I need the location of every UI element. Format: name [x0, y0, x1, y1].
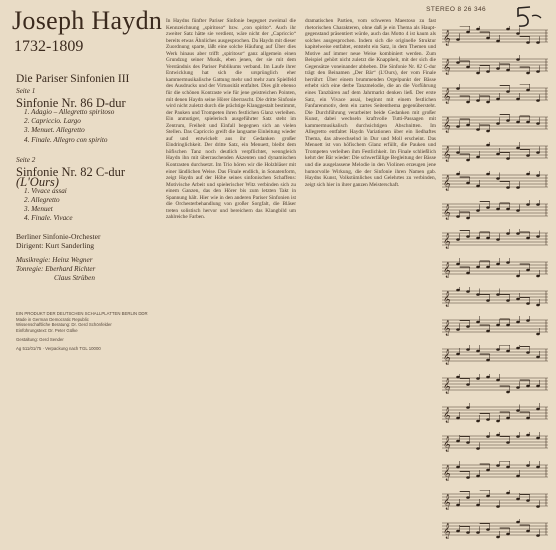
movement-item: 3. Menuet. Allegretto — [24, 126, 85, 135]
conductor-name: Dirigent: Kurt Sanderling — [16, 241, 95, 251]
movement-item: 3. Menuet — [24, 205, 53, 214]
music-staff — [442, 403, 548, 425]
music-staff — [442, 490, 548, 512]
liner-notes-paragraph: dramatischen Partien, vom schweren Maestoso zu fast rhetorischen Charakteren, ohne daß je ein Thema als Hauptgegenstand präsentiert würde, auch das Motto 4 ist kaum als solches ausgesprochen. Indem sich die originelle Struktur kapitelweise entfaltet, entsteht ein Satz, in dem Themen und Motive auf immer neue Weise kombiniert werden. Zum Beispiel gehört nicht zuletzt die Knappheit, mit der sich die Gegensätze voneinander abheben. Die Sinfonie Nr. 82 C-dur trägt den Beinamen „Der Bär“ (L'Ours), der vom Finale herrührt: Über einem brummenden Orgelpunkt der Bässe erhebt sich eine derbe Tanzmelodie, die an die Vorführung eines Tanzbären auf dem Jahrmarkt denken ließ. Der erste Satz, ein Vivace assai, beginnt mit einem festlichen Fanfarenmotiv, dem ein zartes Seitenthema gegenübersteht. Die Durchführung verarbeitet beide Gedanken mit großer Kunst, dabei wechseln kraftvolle Tutti-Passagen mit kammermusikalisch durchsichtigen Abschnitten. Im Allegretto entfaltet Haydn Variationen über ein liedhaftes Thema, das abwechselnd in Dur und Moll erscheint. Das Menuett ist von höfischem Glanz erfüllt, die Pauken und Trompeten verleihen ihm Festlichkeit. Im Finale schließlich kehrt der Bär wieder: Die schwerfällige Begleitung der Bässe und die ausgelassene Melodie in den Violinen erzeugen jene humorvolle Wirkung, die der Sinfonie ihren Namen gab. Haydns Kunst, Volkstümliches und Gelehrtes zu verbinden, zeigt sich hier in ihrer ganzen Meisterschaft. — [305, 18, 436, 188]
svg-text:𝄞: 𝄞 — [443, 292, 451, 307]
svg-text:𝄞: 𝄞 — [443, 524, 451, 539]
svg-text:𝄞: 𝄞 — [443, 495, 451, 510]
symphony-86-title: Sinfonie Nr. 86 D-dur — [16, 96, 126, 110]
svg-text:𝄞: 𝄞 — [443, 89, 451, 104]
liner-notes-paragraph: In Haydns fünfter Pariser Sinfonie begegnet zweimal die Kennzeichnung „spiritoso“ bzw. „con spirito“. Auch ihr zweiter Satz hätte sie verdient, wäre nicht der „Capriccio“ bereits etwas Ähnliches ausgesprochen. Da Haydn mit dieser Zuordnung sparte, läßt eine solche Häufung auf Über dies Werk hinaus aber trifft „spiritoso“ ganz allgemein einen Grundzug seiner Musik, eben jenen, der sie mit dem Verständnis des Pariser Publikums verband. Im Laufe ihrer Entwicklung hat sich die ursprünglich eher kammermusikalische Gattung mehr und mehr zum Spielfeld des Ausdrucks und der Virtuosität entfaltet. Dies gilt ebenso für die schönen Kontraste wie für jene geistreichen Pointen, mit denen Haydn seine Hörer überrascht. Die dritte Sinfonie wird nicht zuletzt durch die prächtige Klanggestalt bestimmt, der Pauken und Trompeten ihren festlichen Glanz verleihen. Ein anmutiger, spielerisch ausgeführter Satz steht im Zentrum, Freiheit und Einfall begegnen sich an vielen Stellen. Das Capriccio greift die langsame Einleitung wieder auf und entwickelt aus ihr Gedanken großer Eindringlichkeit. Der dritte Satz, ein Menuett, bleibt dem höfischen Tanz noch deutlich verpflichtet, wenngleich Haydn ihn mit überraschenden Akzenten und dynamischen Kontrasten durchsetzt. Im Trio hören wir die Holzbläser mit einer ländlichen Weise. Das Finale endlich, in Sonatenform, zeigt Haydn auf der Höhe seines sinfonischen Schaffens: Motivische Arbeit und spielerischer Witz verbinden sich zu einem Ganzen, das den Hörer bis zum letzten Takt in Spannung hält. Hier wie in den anderen Pariser Sinfonien ist die Orchesterbehandlung von großer Sorgfalt, die Bläser treten solistisch hervor und bereichern das Klangbild um zahlreiche Farben. — [166, 18, 296, 221]
music-staff — [442, 142, 548, 164]
svg-text:𝄞: 𝄞 — [443, 466, 451, 481]
svg-text:𝄞: 𝄞 — [443, 234, 451, 249]
music-examples — [442, 20, 548, 546]
svg-text:𝄞: 𝄞 — [443, 205, 451, 220]
svg-text:𝄞: 𝄞 — [443, 263, 451, 278]
set-title: Die Pariser Sinfonien III — [16, 73, 130, 85]
production-credits — [16, 256, 148, 283]
side-2-label: Seite 2 — [16, 155, 36, 164]
fine-print-line: Ag 511/01/75 · Verpackung nach TGL 10000 — [16, 346, 101, 352]
orchestra-name: Berliner Sinfonie-Orchester — [16, 231, 101, 241]
music-staff — [442, 432, 548, 454]
movement-item: 4. Finale. Allegro con spirito — [24, 135, 108, 144]
movement-item: 4. Finale. Vivace — [24, 214, 73, 223]
composer-years: 1732-1809 — [14, 38, 84, 55]
svg-text:𝄞: 𝄞 — [443, 321, 451, 336]
performers — [16, 232, 148, 251]
svg-text:𝄞: 𝄞 — [443, 350, 451, 365]
svg-text:𝄞: 𝄞 — [443, 437, 451, 452]
track-listing — [16, 74, 148, 352]
movement-item: 2. Capriccio. Largo — [24, 117, 81, 126]
fine-print — [16, 311, 148, 351]
music-staff — [442, 519, 548, 541]
music-staff — [442, 374, 548, 396]
svg-text:𝄞: 𝄞 — [443, 147, 451, 162]
svg-text:𝄞: 𝄞 — [443, 408, 451, 423]
music-staff — [442, 316, 548, 338]
svg-text:𝄞: 𝄞 — [443, 60, 451, 75]
credit-line: Musikregie: Heinz Wegner — [16, 256, 93, 265]
fine-print-line: Einführungstext: Dr. Peter Gülke — [16, 327, 78, 333]
music-staff — [442, 461, 548, 483]
credit-line: Tonregie: Eberhard Richter — [16, 265, 96, 274]
svg-text:𝄞: 𝄞 — [443, 31, 451, 46]
music-staff — [442, 258, 548, 280]
music-staff — [442, 84, 548, 106]
music-staff — [442, 200, 548, 222]
music-staff — [442, 229, 548, 251]
composer-name: Joseph Haydn — [12, 6, 163, 35]
music-staff — [442, 287, 548, 309]
svg-text:𝄞: 𝄞 — [443, 379, 451, 394]
catalog-number: STEREO 8 26 346 — [426, 6, 486, 13]
fine-print-line: Gestaltung: Gerd Sender — [16, 337, 64, 343]
fine-print-line: Made in German Democratic Republic — [16, 316, 89, 322]
symphony-82-subtitle: (L'Ours) — [16, 174, 59, 189]
movement-item: 2. Allegretto — [24, 196, 60, 205]
music-staff — [442, 171, 548, 193]
liner-notes-column-1 — [166, 18, 296, 221]
movement-item: 1. Vivace assai — [24, 186, 67, 195]
credit-line: Claus Strüben — [54, 274, 95, 283]
side-1-label: Seite 1 — [16, 87, 36, 95]
music-staff — [442, 55, 548, 77]
liner-notes-column-2 — [305, 18, 436, 188]
music-staff — [442, 26, 548, 48]
svg-text:𝄞: 𝄞 — [443, 176, 451, 191]
music-staff — [442, 345, 548, 367]
music-staff — [442, 113, 548, 135]
fine-print-line: Wissenschaftliche Beratung: Dr. Gerd Schönfelder — [16, 322, 112, 328]
svg-text:𝄞: 𝄞 — [443, 118, 451, 133]
movement-item: 1. Adagio – Allegretto spiritoso — [24, 108, 115, 116]
symphony-82-title: Sinfonie Nr. 82 C-dur — [16, 164, 126, 179]
movement-list — [24, 187, 148, 224]
movement-list — [24, 108, 148, 145]
fine-print-line: EIN PRODUKT DER DEUTSCHEN SCHALLPLATTEN BERLIN DDR — [16, 311, 148, 317]
